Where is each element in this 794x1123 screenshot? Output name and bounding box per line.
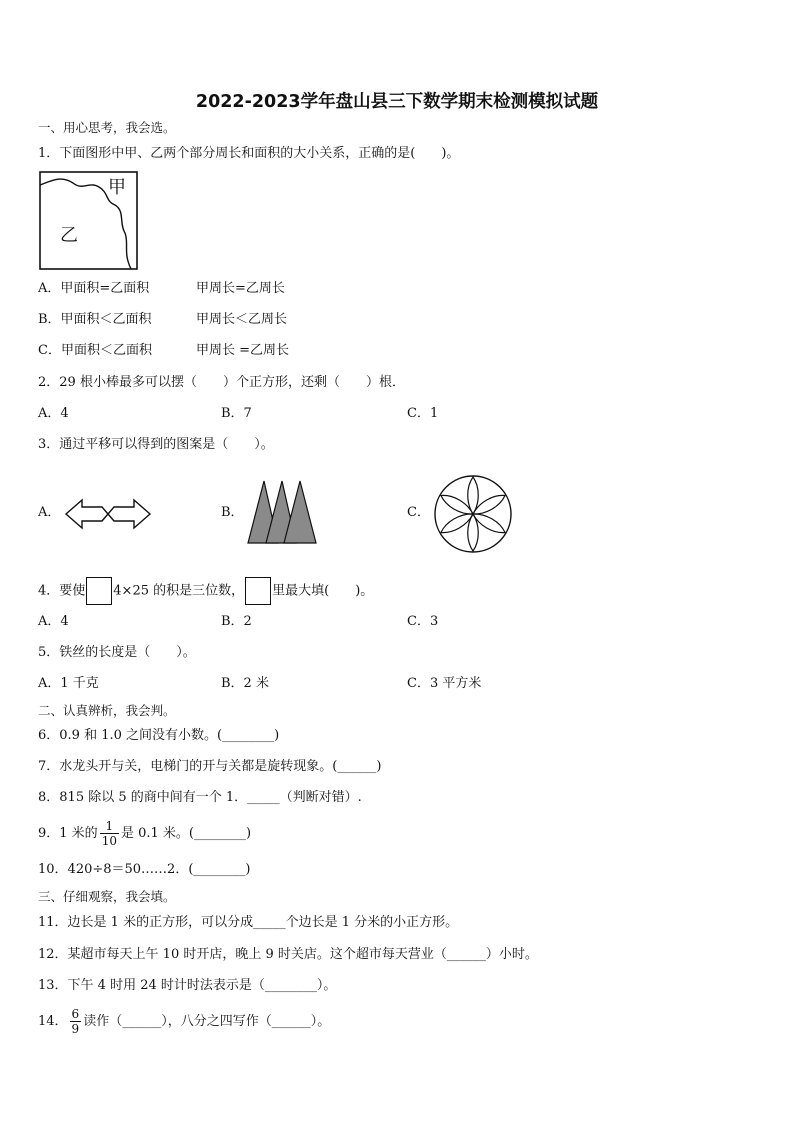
- q3-option-c-flower-figure: [432, 473, 514, 555]
- question-1: 1．下面图形中甲、乙两个部分周长和面积的大小关系，正确的是( )。: [38, 146, 460, 161]
- q2-option-b[interactable]: B．7: [221, 406, 252, 421]
- q14-fraction-numerator: 6: [71, 1007, 80, 1021]
- q14-text-post: 读作（______），八分之四写作（______）。: [83, 1014, 331, 1029]
- q4-text-mid: 4×25 的积是三位数，: [113, 583, 245, 599]
- section-1-heading: 一、用心思考，我会选。: [38, 120, 176, 135]
- question-8: 8．815 除以 5 的商中间有一个 1．_____（判断对错）.: [38, 790, 362, 805]
- q14-text-pre: 14．: [38, 1014, 68, 1029]
- q1-option-a-perimeter: 甲周长=乙周长: [196, 281, 285, 296]
- q5-option-c[interactable]: C．3 平方米: [407, 676, 482, 691]
- q4-answer-box-2[interactable]: [245, 577, 271, 605]
- q4-option-c[interactable]: C．3: [407, 614, 439, 629]
- question-12: 12．某超市每天上午 10 时开店，晚上 9 时关店。这个超市每天营业（______）小时。: [38, 947, 538, 962]
- question-7: 7．水龙头开与关，电梯门的开与关都是旋转现象。(______): [38, 759, 382, 774]
- q2-option-a[interactable]: A．4: [38, 406, 69, 421]
- q3-option-a[interactable]: A．: [38, 505, 61, 520]
- question-14: [38, 1005, 330, 1039]
- question-6: 6．0.9 和 1.0 之间没有小数。(________): [38, 728, 280, 743]
- q3-option-b[interactable]: B．: [221, 505, 244, 520]
- q1-label-jia: 甲: [108, 177, 126, 198]
- q14-fraction-denominator: 9: [71, 1022, 80, 1036]
- question-9: [38, 817, 251, 851]
- page-title: 2022-2023学年盘山县三下数学期末检测模拟试题: [195, 92, 599, 112]
- section-3-heading: 三、仔细观察，我会填。: [38, 889, 176, 904]
- q1-option-c-area[interactable]: C．甲面积＜乙面积: [38, 343, 152, 358]
- q1-option-a-area[interactable]: A．甲面积=乙面积: [38, 281, 150, 296]
- q1-option-b-perimeter: 甲周长＜乙周长: [196, 312, 288, 327]
- question-10: 10．420÷8＝50……2．(________): [38, 862, 251, 877]
- q9-fraction-denominator: 10: [101, 834, 117, 848]
- question-13: 13．下午 4 时用 24 时计时法表示是（________）。: [38, 978, 337, 993]
- q1-option-b-area[interactable]: B．甲面积＜乙面积: [38, 312, 152, 327]
- q9-fraction: [100, 819, 119, 848]
- q9-text-pre: 9．1 米的: [38, 826, 98, 841]
- q4-answer-box-1[interactable]: [86, 577, 112, 605]
- q14-fraction: [70, 1007, 82, 1036]
- question-4: [38, 577, 373, 605]
- question-5: 5．铁丝的长度是（ ）。: [38, 645, 196, 660]
- q9-fraction-numerator: 1: [100, 819, 119, 834]
- q1-label-yi: 乙: [60, 225, 78, 246]
- section-2-heading: 二、认真辨析，我会判。: [38, 703, 176, 718]
- q3-option-c[interactable]: C．: [407, 505, 430, 520]
- q4-option-b[interactable]: B．2: [221, 614, 252, 629]
- q3-option-a-arrows-figure: [64, 497, 152, 531]
- q3-option-b-triangles-figure: [246, 479, 318, 545]
- q5-option-a[interactable]: A．1 千克: [38, 676, 99, 691]
- q1-option-c-perimeter: 甲周长 =乙周长: [196, 343, 290, 358]
- q4-text-post: 里最大填( )。: [272, 583, 374, 599]
- question-11: 11．边长是 1 米的正方形，可以分成_____个边长是 1 分米的小正方形。: [38, 915, 459, 930]
- question-2: 2．29 根小棒最多可以摆（ ）个正方形，还剩（ ）根．: [38, 375, 405, 390]
- q9-text-post: 是 0.1 米。(________): [120, 826, 252, 841]
- question-3: 3．通过平移可以得到的图案是（ ）。: [38, 437, 274, 452]
- q5-option-b[interactable]: B．2 米: [221, 676, 269, 691]
- q2-option-c[interactable]: C．1: [407, 406, 439, 421]
- q4-text-pre: 4．要使: [38, 583, 86, 599]
- q4-option-a[interactable]: A．4: [38, 614, 69, 629]
